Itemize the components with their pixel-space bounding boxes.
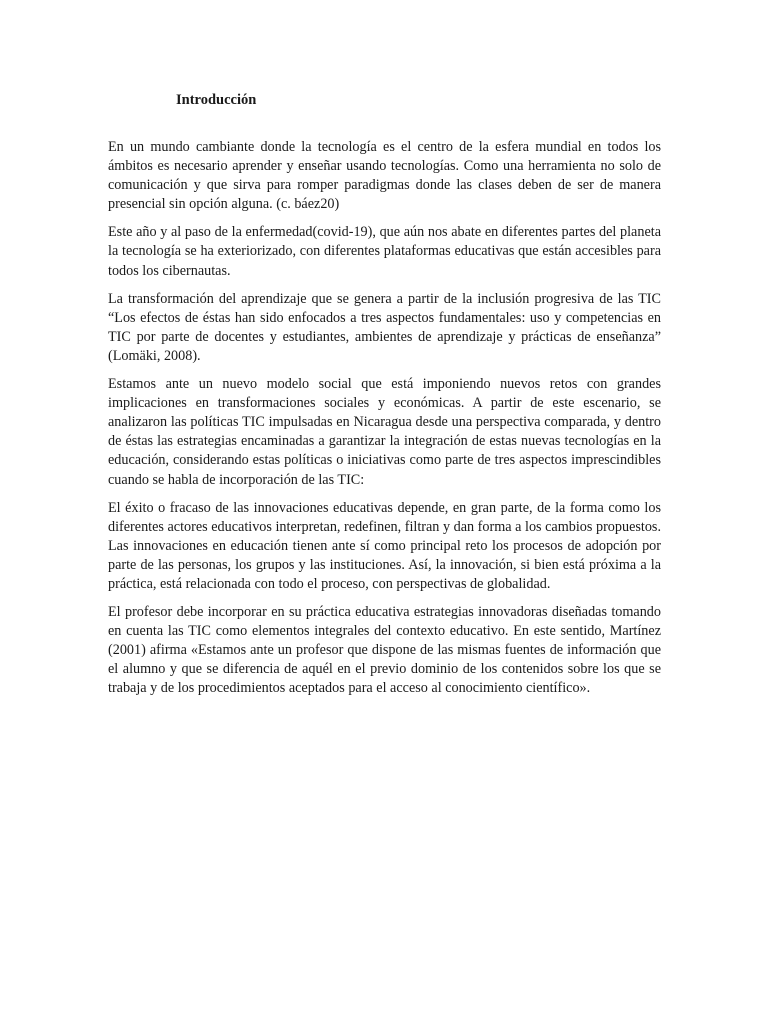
- document-heading: Introducción: [176, 92, 257, 108]
- paragraph: En un mundo cambiante donde la tecnología es el centro de la esfera mundial en todos los ámbitos es necesario aprender y enseñar usando tecnologías. Como una herramienta no solo de comunicación y que sirva para romper paradigmas donde las clases deben de ser de manera presencial sin opción alguna. (c. báez20): [108, 139, 661, 213]
- document-body: [108, 138, 661, 708]
- paragraph: El profesor debe incorporar en su práctica educativa estrategias innovadoras diseñadas tomando en cuenta las TIC como elementos integrales del contexto educativo. En este sentido, Martínez (2001) afirma «Estamos ante un profesor que dispone de las mismas fuentes de información que el alumno y que se diferencia de aquél en el previo dominio de los contenidos sobre los que se trabaja y de los procedimientos aceptados para el acceso al conocimiento científico».: [108, 604, 661, 697]
- paragraph: La transformación del aprendizaje que se genera a partir de la inclusión progresiva de las TIC “Los efectos de éstas han sido enfocados a tres aspectos fundamentales: uso y competencias en TIC por parte de docentes y estudiantes, ambientes de aprendizaje y prácticas de enseñanza” (Lomäki, 2008).: [108, 290, 661, 364]
- paragraph: El éxito o fracaso de las innovaciones educativas depende, en gran parte, de la forma como los diferentes actores educativos interpretan, redefinen, filtran y dan forma a los cambios propuestos. Las innovaciones en educación tienen ante sí como principal reto los procesos de adopción por parte de las personas, los grupos y las instituciones. Así, la innovación, si bien está próxima a la práctica, está relacionada con todo el proceso, con perspectivas de globalidad.: [108, 499, 661, 592]
- paragraph: Estamos ante un nuevo modelo social que está imponiendo nuevos retos con grandes implicaciones en transformaciones sociales y económicas. A partir de este escenario, se analizaron las políticas TIC impulsadas en Nicaragua desde una perspectiva comparada, y dentro de éstas las estrategias encaminadas a garantizar la integración de estas nuevas tecnologías en la educación, considerando estas políticas o iniciativas como parte de tres aspectos imprescindibles cuando se habla de incorporación de las TIC:: [108, 376, 661, 488]
- paragraph: Este año y al paso de la enfermedad(covid-19), que aún nos abate en diferentes partes del planeta la tecnología se ha exteriorizado, con diferentes plataformas educativas que están accesibles para todos los cibernautas.: [108, 224, 661, 279]
